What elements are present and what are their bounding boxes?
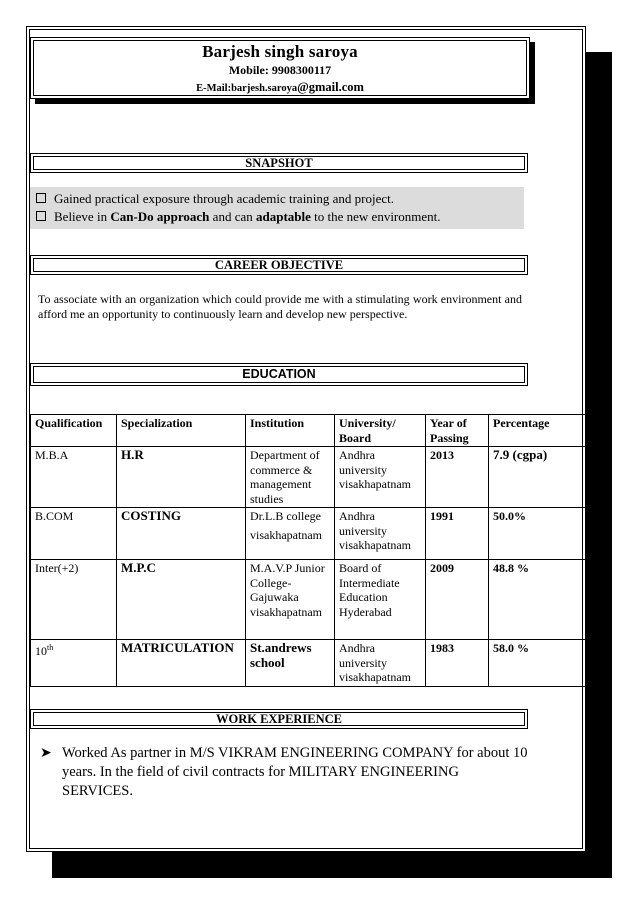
arrow-bullet-icon: ➤ [40,746,52,761]
university-cell: Board of Intermediate Education Hyderabad [335,560,426,640]
institution-cell: St.andrews school [246,640,335,687]
checkbox-bullet-icon [36,193,46,203]
mobile-number: Mobile: 9908300117 [228,63,332,77]
work-item: ➤ Worked As partner in M/S VIKRAM ENGINEERING COMPANY for about 10 years. In the field of civil contracts for MILITARY ENGINEERING SERVICES. [40,745,528,799]
year-cell: 2013 [426,447,489,508]
percentage-cell: 58.0 % [489,640,586,687]
qualification-cell: 10th [31,640,117,687]
objective-text: To associate with an organization which could provide me with a stimulating work environment and afford me an opportunity to continuously learn and develop new perspective. [38,292,522,321]
table-row [31,560,586,640]
specialization-cell: MATRICULATION [117,640,246,687]
year-cell: 1983 [426,640,489,687]
institution-cell: Dr.L.B college visakhapatnam [246,508,335,560]
snapshot-list [30,187,524,229]
percentage-cell: 7.9 (cgpa) [489,447,586,508]
section-title: SNAPSHOT [245,156,313,170]
institution-cell: M.A.V.P Junior College-Gajuwaka visakhapatnam [246,560,335,640]
checkbox-bullet-icon [36,211,46,221]
qualification-cell: Inter(+2) [31,560,117,640]
column-header: Specialization [117,415,246,447]
percentage-cell: 50.0% [489,508,586,560]
column-header: University/ Board [335,415,426,447]
specialization-cell: M.P.C [117,560,246,640]
header-box [30,37,530,99]
email-suffix: @gmail.com [297,80,364,94]
email-address [31,80,529,95]
section-education [30,363,528,386]
table-row [31,508,586,560]
qualification-cell: M.B.A [31,447,117,508]
list-item: Gained practical exposure through academic training and project. [36,190,518,208]
institution-cell: Department of commerce & management studies [246,447,335,508]
year-cell: 1991 [426,508,489,560]
table-row [31,447,586,508]
table-row [31,640,586,687]
candidate-name: Barjesh singh saroya [202,42,358,61]
qualification-cell: B.COM [31,508,117,560]
percentage-cell: 48.8 % [489,560,586,640]
specialization-cell: H.R [117,447,246,508]
section-work-experience [30,709,528,729]
university-cell: Andhra university visakhapatnam [335,508,426,560]
section-snapshot [30,153,528,173]
table-header-row [31,415,586,447]
section-career-objective [30,255,528,275]
university-cell: Andhra university visakhapatnam [335,640,426,687]
section-title: WORK EXPERIENCE [215,712,343,726]
education-table [30,414,586,687]
column-header: Qualification [31,415,117,447]
university-cell: Andhra university visakhapatnam [335,447,426,508]
column-header: Institution [246,415,335,447]
year-cell: 2009 [426,560,489,640]
section-title: CAREER OBJECTIVE [214,258,344,272]
list-item: Believe in Can-Do approach and can adaptable to the new environment. [36,208,518,226]
section-title: EDUCATION [242,367,316,381]
email-prefix: E-Mail:barjesh.saroya [196,83,298,94]
column-header: Percentage [489,415,586,447]
specialization-cell: COSTING [117,508,246,560]
column-header: Year of Passing [426,415,489,447]
